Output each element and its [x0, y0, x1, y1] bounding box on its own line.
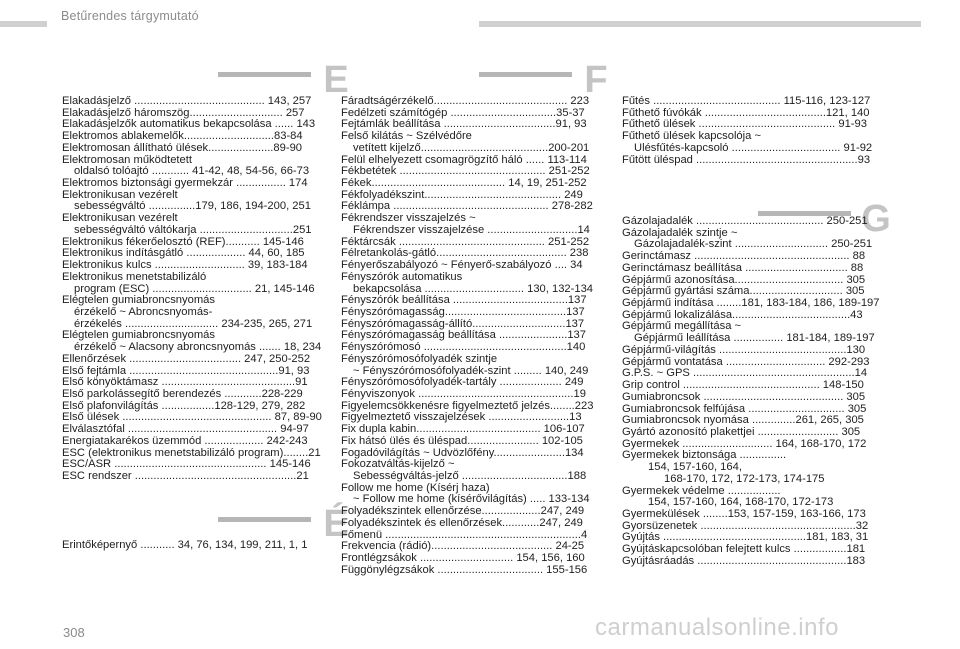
index-column-f	[341, 96, 617, 576]
index-entry: Első fejtámla ................................................91, 93	[62, 365, 310, 377]
index-column-e-acute	[62, 540, 338, 552]
page-number: 308	[63, 625, 85, 640]
index-entry: Fogadóvilágítás ~ Üdvözlőfény.......................134	[341, 447, 584, 459]
index-entry: Fékrendszer visszajelzés ~	[341, 213, 476, 225]
index-entry: Főmenü ...............................................................4	[341, 529, 588, 541]
index-entry: Elektronikusan vezérelt	[62, 189, 178, 201]
index-entry: sebességváltó váltókarja ..............................251	[74, 224, 312, 236]
index-entry: Félretankolás-gátló.......................................... 238	[341, 248, 589, 260]
index-entry: Felső kilátás ~ Szélvédőre	[341, 131, 472, 143]
index-entry: Első könyöktámasz ...........................................91	[62, 377, 308, 389]
index-entry: Gépjármű azonosítása................................... 305	[622, 274, 866, 286]
index-entry: Féklámpa .................................................. 278-282	[341, 201, 593, 213]
index-entry: Fényszórómagasság-állító..............................137	[341, 318, 585, 330]
index-entry: Elektronikus indításgátló ................... 44, 60, 185	[62, 248, 305, 260]
index-entry: Fékrendszer visszajelzése .............................14	[353, 224, 590, 236]
index-entry: Fokozatváltás-kijelző ~	[341, 459, 455, 471]
index-entry: Frontlégzsákok .............................. 154, 156, 160	[341, 553, 585, 565]
index-entry: Fűtés ......................................... 115-116, 123-127	[622, 96, 871, 107]
index-entry: Elektromosan állítható ülések.....................89-90	[62, 142, 303, 154]
index-entry: Gázolajadalék szintje ~	[622, 227, 738, 239]
index-entry: Féktárcsák ............................................... 251-252	[341, 236, 590, 248]
index-entry: Ellenőrzések .................................... 247, 250-252	[62, 353, 311, 365]
index-entry: Fejtámlák beállítása ....................................91, 93	[341, 119, 587, 131]
index-entry: Elektronikus kulcs ............................. 39, 183-184	[62, 260, 308, 272]
section-letter-g: G	[861, 198, 891, 240]
index-entry: Fáradtságérzékelő........................................... 223	[341, 96, 590, 107]
index-entry: 154, 157-160, 164,	[648, 462, 742, 474]
index-entry: Elektromos ablakemelők.............................83-84	[62, 131, 303, 143]
index-entry: Fűthető ülések kapcsolója ~	[622, 131, 761, 143]
index-entry: ~ Fényszórómosófolyadék-szint ......... 140, 249	[353, 365, 589, 377]
index-entry: Gyújtás ..............................................181, 183, 31	[622, 532, 869, 544]
section-letter-e: E	[323, 59, 349, 101]
index-entry: Fényszórók beállítása .....................................137	[341, 295, 587, 307]
index-entry: Felül elhelyezett csomagrögzítő háló ...... 113-114	[341, 154, 587, 166]
index-entry: Fűtött üléspad ....................................................93	[622, 154, 871, 166]
index-entry: Gépjármű leállítása ................ 181-184, 189-197	[634, 333, 875, 345]
index-entry: Gyermekek védelme .................	[622, 485, 781, 497]
index-entry: Fékek........................................... 14, 19, 251-252	[341, 178, 587, 190]
index-entry: Figyelemcsökkenésre figyelmeztető jelzés........223	[341, 400, 594, 412]
index-entry: Első ülések ................................................ 87, 89-90	[62, 412, 322, 424]
index-entry: Ülésfűtés-kapcsoló ................................... 91-92	[634, 142, 873, 154]
index-entry: Elválasztófal ................................................ 94-97	[62, 424, 309, 436]
index-entry: 154, 157-160, 164, 168-170, 172-173	[648, 497, 834, 509]
index-entry: 168-170, 172, 172-173, 174-175	[664, 473, 825, 485]
index-entry: Gépjármű megállítása ~	[622, 321, 742, 333]
index-entry: Elakadásjelző .......................................... 143, 257	[62, 96, 312, 107]
index-entry: Fűthető ülések ............................................ 91-93	[622, 119, 867, 131]
index-entry: Első parkolássegítő berendezés ............228-229	[62, 388, 303, 400]
index-entry: érzékelő ~ Alacsony abroncsnyomás ....... 18, 234	[74, 342, 322, 354]
index-entry: Elektronikus fékerőelosztó (REF)........... 145-146	[62, 236, 304, 248]
header-bar-left	[0, 21, 47, 27]
index-entry: G.P.S. ~ GPS ....................................................14	[622, 368, 868, 380]
index-entry: Follow me home (Kísérj haza)	[341, 482, 490, 494]
index-entry: érzékelő ~ Abroncsnyomás-	[74, 306, 213, 318]
index-entry: Gépjármű gyártási száma.............................. 305	[622, 286, 865, 298]
section-e-acute-rule	[218, 517, 311, 522]
index-entry: Gyermekülések ........153, 157-159, 163-166, 173	[622, 508, 866, 520]
index-entry: ESC/ASR ................................................. 145-146	[62, 459, 311, 471]
index-entry: Fényszórómosófolyadék szintje	[341, 353, 498, 365]
index-entry: érzékelés .............................. 234-235, 265, 271	[74, 318, 313, 330]
index-entry: Gumiabroncsok felfújása ............................... 305	[622, 403, 867, 415]
index-entry: Fényszórók automatikus	[341, 271, 463, 283]
index-entry: Sebességváltás-jelző ..................................188	[353, 471, 587, 482]
index-entry: Frekvencia (rádió)....................................... 24-25	[341, 541, 585, 553]
index-entry: Gyújtáskapcsolóban felejtett kulcs .................181	[622, 544, 866, 556]
index-entry: Gépjármű vontatása ................................ 292-293	[622, 356, 870, 368]
index-entry: Fűthető fúvókák .......................................121, 140	[622, 107, 870, 119]
index-column-g	[622, 216, 898, 568]
index-entry: Fényviszonyok ..................................................19	[341, 388, 586, 400]
index-column-f-cont	[622, 96, 898, 166]
index-entry: ESC (elektronikus menetstabilizáló program)........21	[62, 447, 321, 459]
index-entry: Gépjármű lokalizálása......................................43	[622, 309, 863, 321]
index-entry: Folyadékszintek és ellenőrzések............247, 249	[341, 517, 583, 529]
index-entry: Fényszórómagasság.......................................137	[341, 306, 585, 318]
index-entry: Gyermekek ............................. 164, 168-170, 172	[622, 438, 867, 450]
index-entry: Függönylégzsákok .................................. 155-156	[341, 564, 588, 576]
index-entry: vetített kijelző.........................................200-201	[353, 142, 590, 154]
index-entry: Első plafonvilágítás .................128-129, 279, 282	[62, 400, 306, 412]
index-entry: Fix dupla kabin........................................ 106-107	[341, 424, 585, 436]
index-entry: Gumiabroncsok nyomása ..............261, 265, 305	[622, 415, 864, 427]
index-entry: Elégtelen gumiabroncsnyomás	[62, 295, 215, 307]
index-entry: Fékfolyadékszint............................................ 249	[341, 189, 583, 201]
section-letter-e-acute: É	[323, 503, 349, 545]
index-entry: Fékbetétek ............................................... 251-252	[341, 166, 590, 178]
index-entry: Gerinctámasz beállítása ................................. 88	[622, 262, 864, 274]
index-entry: Energiatakarékos üzemmód ................... 242-243	[62, 435, 308, 447]
index-entry: Elakadásjelző háromszög.............................. 257	[62, 107, 305, 119]
index-entry: Fix hátsó ülés és üléspad....................... 102-105	[341, 435, 583, 447]
index-entry: Gyermekek biztonsága ...............	[622, 450, 787, 462]
index-entry: sebességváltó ...............179, 186, 194-200, 251	[74, 201, 311, 213]
index-entry: Gépjármű-világítás .........................................130	[622, 344, 866, 356]
index-entry: Érintőképernyő ........... 34, 76, 134, 199, 211, 1, 1	[62, 540, 308, 551]
index-entry: Fényszórómosófolyadék-tartály .................... 249	[341, 377, 584, 389]
index-entry: Gerinctámasz .................................................. 88	[622, 251, 866, 263]
index-entry: bekapcsolása ................................ 130, 132-134	[353, 283, 594, 295]
index-entry: Fedélzeti számítógép ..................................35-37	[341, 107, 585, 119]
index-entry: Grip control ............................................ 148-150	[622, 380, 864, 392]
index-entry: oldalsó tolóajtó ............ 41-42, 48, 54-56, 66-73	[74, 166, 310, 178]
index-entry: Gázolajadalék ......................................... 250-251	[622, 216, 868, 227]
index-entry: Elektromosan működtetett	[62, 154, 192, 166]
index-entry: Gyújtásráadás ................................................183	[622, 555, 866, 567]
index-entry: Gyorsüzenetek ..................................................32	[622, 520, 869, 532]
index-entry: Fényszórómosó ..............................................140	[341, 342, 586, 354]
section-f-rule	[479, 72, 572, 77]
index-entry: Elektronikus menetstabilizáló	[62, 271, 207, 283]
index-entry: Folyadékszintek ellenőrzése...................247, 249	[341, 506, 585, 518]
index-entry: Fényerőszabályozó ~ Fényerő-szabályozó .... 34	[341, 260, 583, 272]
watermark: carmanualsonline.info	[595, 614, 839, 641]
index-entry: Gyártó azonosító plakettjei .......................... 305	[622, 426, 861, 438]
index-entry: ESC rendszer ....................................................21	[62, 471, 309, 482]
section-letter-f: F	[584, 59, 608, 101]
index-entry: Gumiabroncsok ............................................. 305	[622, 391, 866, 403]
index-entry: Elektromos biztonsági gyermekzár ................ 174	[62, 178, 308, 190]
page-header-title: Betűrendes tárgymutató	[61, 9, 199, 23]
index-entry: Elektronikusan vezérelt	[62, 213, 178, 225]
index-entry: Fényszórómagasság beállítása ......................137	[341, 330, 586, 342]
index-column-e	[62, 96, 338, 483]
index-entry: Elakadásjelzők automatikus bekapcsolása ...... 143	[62, 119, 316, 131]
section-e-rule	[218, 72, 311, 77]
index-entry: ~ Follow me home (kísérővilágítás) ..... 133-134	[353, 494, 590, 506]
index-entry: program (ESC) ................................ 21, 145-146	[74, 283, 315, 295]
index-entry: Gépjármű indítása ........181, 183-184, 186, 189-197	[622, 298, 880, 310]
index-entry: Figyelmeztető visszajelzések ..........................13	[341, 412, 582, 424]
index-entry: Gázolajadalék-szint .............................. 250-251	[634, 239, 873, 251]
index-entry: Elégtelen gumiabroncsnyomás	[62, 330, 215, 342]
header-bar-right	[479, 21, 921, 27]
